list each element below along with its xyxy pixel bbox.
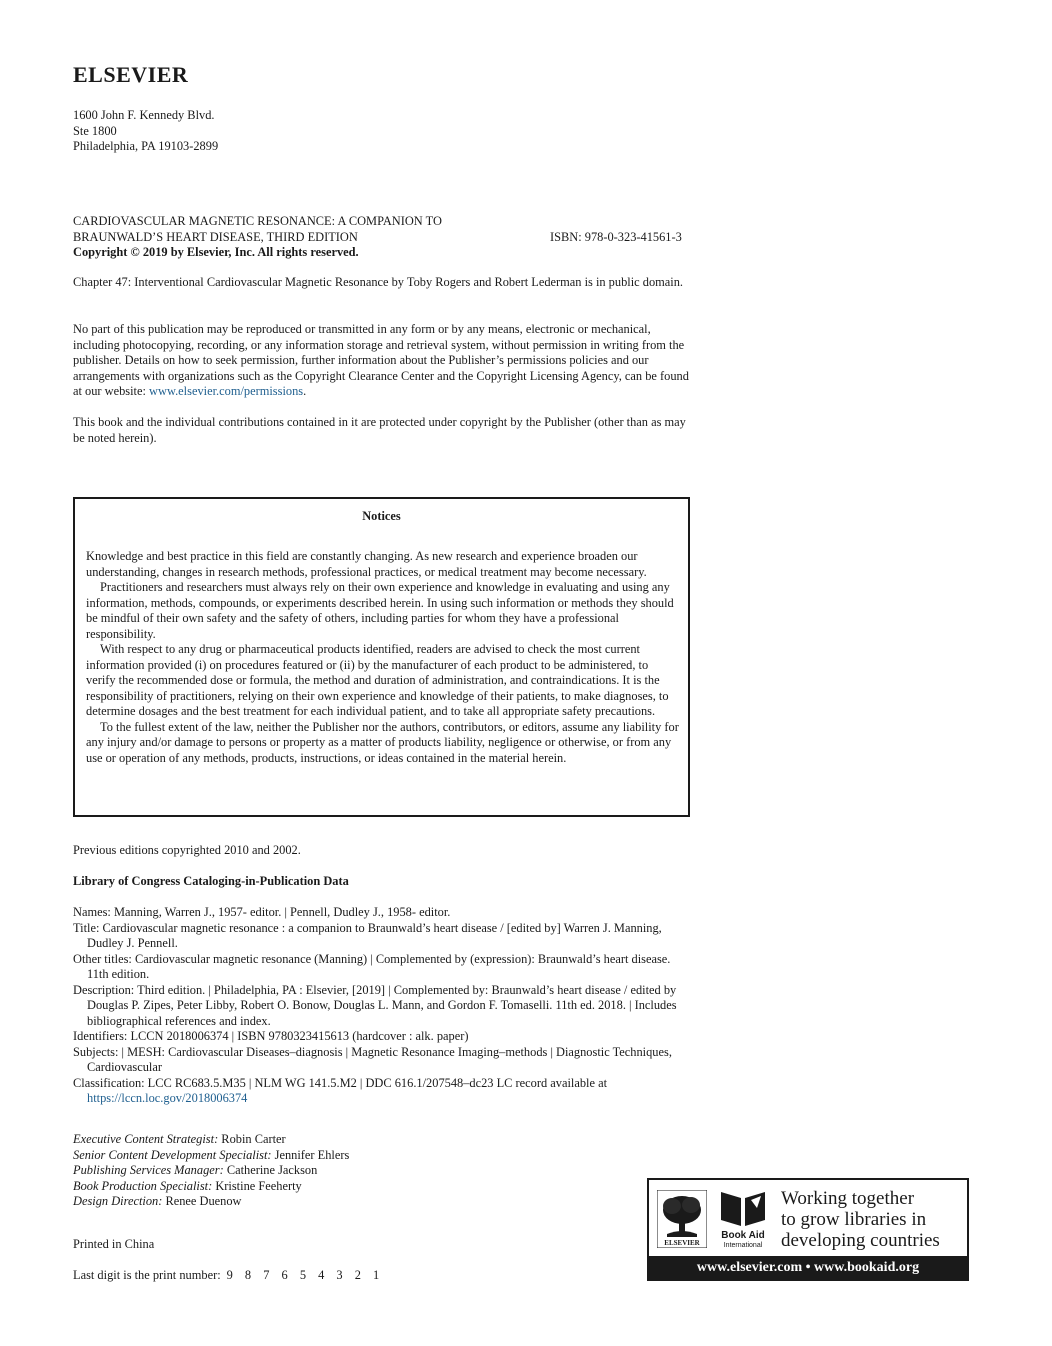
book-aid-logo-icon <box>717 1188 769 1250</box>
isbn: ISBN: 978-0-323-41561-3 <box>550 229 682 244</box>
badge-urls: www.elsevier.com • www.bookaid.org <box>649 1256 967 1279</box>
lccn-link[interactable]: https://lccn.loc.gov/2018006374 <box>87 1091 248 1105</box>
previous-editions: Previous editions copyrighted 2010 and 2002. <box>73 843 301 857</box>
book-aid-badge <box>647 1178 969 1281</box>
publisher-address <box>73 108 473 155</box>
cip-entry: Title: Cardiovascular magnetic resonance : a companion to Braunwald’s heart disease / [edited by] Warren J. Manning, Dudley J. Pennell. <box>73 920 662 950</box>
protection-paragraph: This book and the individual contributions contained in it are protected under copyright by the Publisher (other than as may be noted herein). <box>73 415 686 445</box>
address-line: Philadelphia, PA 19103-2899 <box>73 139 219 153</box>
elsevier-tree-logo-icon <box>657 1190 707 1248</box>
cip-entry: Subjects: | MESH: Cardiovascular Diseases–diagnosis | Magnetic Resonance Imaging–methods | Diagnostic Techniques, Cardiovascular <box>73 1044 672 1074</box>
svg-text:Book Aid: Book Aid <box>721 1230 765 1241</box>
book-title-line1: CARDIOVASCULAR MAGNETIC RESONANCE: A COMPANION TO <box>73 214 442 228</box>
notice-paragraph: Knowledge and best practice in this field are constantly changing. As new research and experience broaden our understanding, changes in research methods, professional practices, or medical treatment may become necessary. <box>86 549 647 579</box>
print-number: Last digit is the print number: 9 8 7 6 5 4 3 2 1 <box>73 1268 380 1282</box>
credit-line: Senior Content Development Specialist: Jennifer Ehlers <box>73 1147 350 1162</box>
publisher-logo: ELSEVIER <box>73 62 189 87</box>
credit-line: Publishing Services Manager: Catherine Jackson <box>73 1163 318 1177</box>
credits <box>73 1132 573 1210</box>
badge-tagline: Working together to grow libraries in developing countries <box>781 1188 940 1251</box>
credit-line: Executive Content Strategist: Robin Carter <box>73 1132 286 1146</box>
cip-heading: Library of Congress Cataloging-in-Publication Data <box>73 874 349 888</box>
cip-entry: Other titles: Cardiovascular magnetic resonance (Manning) | Complemented by (expression): Braunwald’s heart disease. 11th edition. <box>73 951 671 981</box>
print-number-digits: 9 8 7 6 5 4 3 2 1 <box>226 1268 380 1282</box>
credit-line: Book Production Specialist: Kristine Feeherty <box>73 1178 302 1193</box>
notices-box <box>73 497 690 817</box>
notices-body <box>86 549 680 766</box>
permissions-link[interactable]: www.elsevier.com/permissions <box>149 384 304 398</box>
printed-in: Printed in China <box>73 1237 155 1251</box>
cip-entry: Description: Third edition. | Philadelphia, PA : Elsevier, [2019] | Complemented by: Braunwald’s heart disease / edited by Douglas P. Zipes, Peter Libby, Robert O. Bonow, Douglas L. Mann, and Gordon F. Tomaselli. 11th ed. 2018. | Includes bibliographical references and index. <box>73 982 677 1028</box>
notice-paragraph: Practitioners and researchers must always rely on their own experience and knowledge in evaluating and using any information, methods, compounds, or experiments described herein. In using such information or methods they should be mindful of their own safety and the safety of others, including parties for whom they have a professional responsibility. <box>86 580 674 641</box>
svg-text:ELSEVIER: ELSEVIER <box>664 1239 700 1247</box>
chapter-note: Chapter 47: Interventional Cardiovascular Magnetic Resonance by Toby Rogers and Robert Lederman is in public domain. <box>73 275 684 289</box>
copyright-line: Copyright © 2019 by Elsevier, Inc. All rights reserved. <box>73 245 359 259</box>
notice-paragraph: To the fullest extent of the law, neither the Publisher nor the authors, contributors, or editors, assume any liability for any injury and/or damage to persons or property as a matter of products liability, negligence or otherwise, or from any use or operation of any methods, products, instructions, or ideas contained in the material herein. <box>86 719 679 765</box>
book-info <box>73 214 693 261</box>
svg-text:International: International <box>723 1242 763 1249</box>
cip-data <box>73 905 693 1107</box>
cip-entry: Identifiers: LCCN 2018006374 | ISBN 9780323415613 (hardcover : alk. paper) <box>73 1029 469 1043</box>
notices-title: Notices <box>362 509 401 523</box>
address-line: Ste 1800 <box>73 123 117 138</box>
rights-paragraph: No part of this publication may be reproduced or transmitted in any form or by any means, electronic or mechanical, including photocopying, recording, or any information storage and retrieval system, without permission in writing from the publisher. Details on how to seek permission, further information about the Publisher’s permissions policies and our arrangements with organizations such as the Copyright Clearance Center and the Copyright Licensing Agency, can be found at our website: www.elsevier.com/permissions. <box>73 322 689 398</box>
notice-paragraph: With respect to any drug or pharmaceutical products identified, readers are advised to check the most current information provided (i) on procedures featured or (ii) by the manufacturer of each product to be administered, to verify the recommended dose or formula, the method and duration of administration, and contraindications. It is the responsibility of practitioners, relying on their own experience and knowledge of their patients, to make diagnoses, to determine dosages and the best treatment for each individual patient, and to take all appropriate safety precautions. <box>86 642 669 718</box>
cip-entry: Names: Manning, Warren J., 1957- editor. | Pennell, Dudley J., 1958- editor. <box>73 905 451 919</box>
book-title-line2: BRAUNWALD’S HEART DISEASE, THIRD EDITION <box>73 229 358 244</box>
credit-line: Design Direction: Renee Duenow <box>73 1194 242 1208</box>
address-line: 1600 John F. Kennedy Blvd. <box>73 108 215 122</box>
cip-entry: Classification: LCC RC683.5.M35 | NLM WG 141.5.M2 | DDC 616.1/207548–dc23 LC record available at https://lccn.loc.gov/2018006374 <box>73 1075 608 1105</box>
